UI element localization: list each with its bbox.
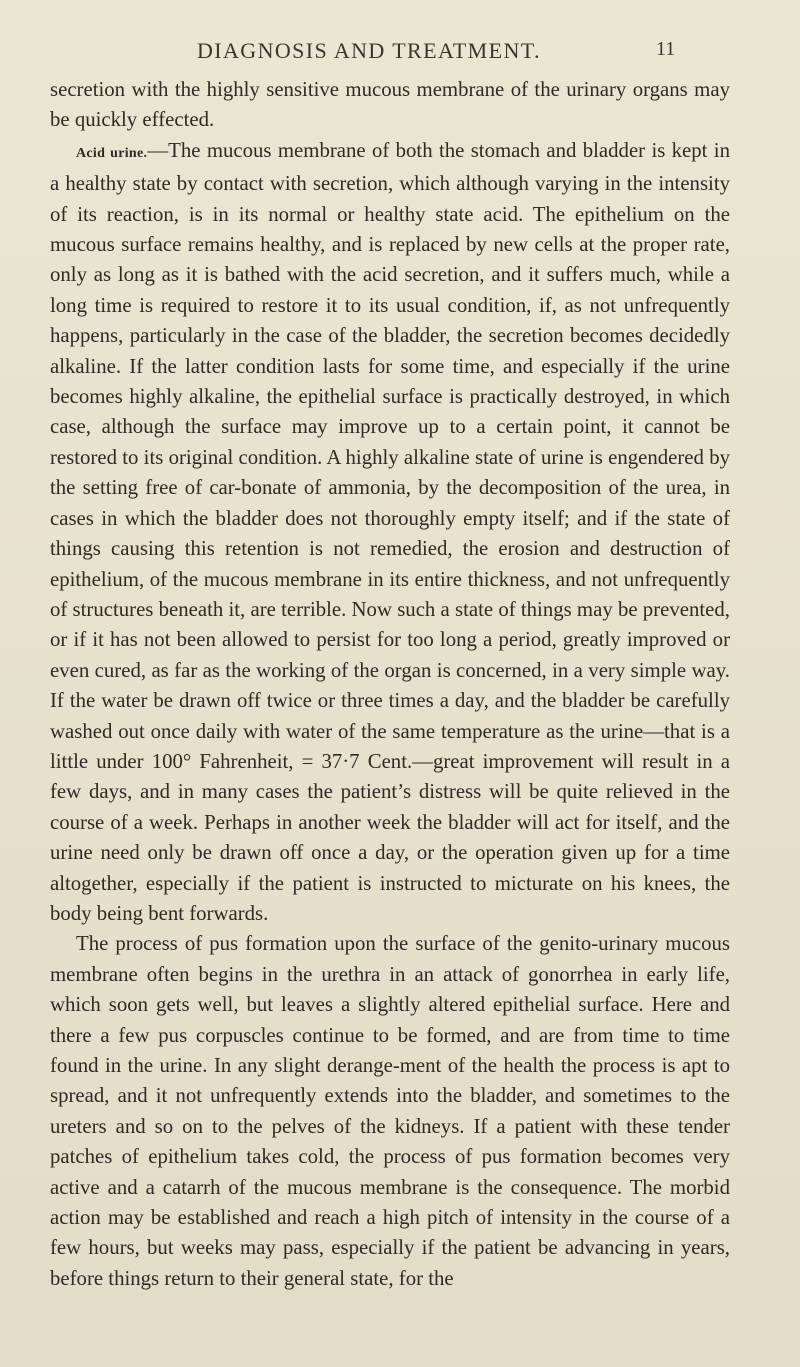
paragraph-pus-formation: The process of pus formation upon the surface of the genito-urinary mucous membrane often begins in the urethra in an attack of gonorrhea in early life, which soon gets well, but leaves a slightly altered epithelial surface. Here and there a few pus corpuscles continue to be formed, and are from time to time found in the urine. In any slight derange-ment of the health the process is apt to spread, and it not unfrequently extends into the bladder, and sometimes to the ureters and so on to the pelves of the kidneys. If a patient with these tender patches of epithelium takes cold, the process of pus formation becomes very active and a catarrh of the mucous membrane is the consequence. The morbid action may be established and reach a high pitch of intensity in the course of a few hours, but weeks may pass, especially if the patient be advancing in years, before things return to their general state, for the bbox=[50, 932, 730, 1290]
paragraph-acid-urine bbox=[50, 136, 730, 930]
body-text bbox=[50, 75, 730, 1294]
paragraph-acid-urine-text: —The mucous membrane of both the stomach and bladder is kept in a healthy state by contact with secretion, which although varying in the intensity of its reaction, is in its normal or healthy state acid. The epithelium on the mucous surface remains healthy, and is replaced by new cells at the proper rate, only as long as it is bathed with the acid secretion, and it suffers much, while a long time is required to restore it to its usual condition, if, as not unfrequently happens, particularly in the case of the bladder, the secretion becomes decidedly alkaline. If the latter condition lasts for some time, and especially if the urine becomes highly alkaline, the epithelial surface is practically destroyed, in which case, although the surface may improve up to a certain point, it cannot be restored to its original condition. A highly alkaline state of urine is engendered by the setting free of car-bonate of ammonia, by the decomposition of the urea, in cases in which the bladder does not thoroughly empty itself; and if the state of things causing this retention is not remedied, the erosion and destruction of epithelium, of the mucous membrane in its entire thickness, and not unfrequently of structures beneath it, are terrible. Now such a state of things may be prevented, or if it has not been allowed to persist for too long a period, greatly improved or even cured, as far as the working of the organ is concerned, in a very simple way. If the water be drawn off twice or three times a day, and the bladder be carefully washed out once daily with water of the same temperature as the urine—that is a little under 100° Fahrenheit, = 37·7 Cent.—great improvement will result in a few days, and in many cases the patient’s distress will be quite relieved in the course of a week. Perhaps in another week the bladder will act for itself, and the urine need only be drawn off once a day, or the operation given up for a time altogether, especially if the patient is instructed to micturate on his knees, the body being bent forwards. bbox=[50, 138, 730, 925]
running-title: DIAGNOSIS AND TREATMENT. bbox=[197, 38, 541, 63]
paragraph-continuation: secretion with the highly sensitive mucous membrane of the urinary organs may be quickly effected. bbox=[50, 78, 730, 132]
page-number: 11 bbox=[656, 38, 676, 60]
sidehead-acid-urine: Acid urine. bbox=[76, 145, 148, 161]
running-header bbox=[0, 38, 800, 68]
